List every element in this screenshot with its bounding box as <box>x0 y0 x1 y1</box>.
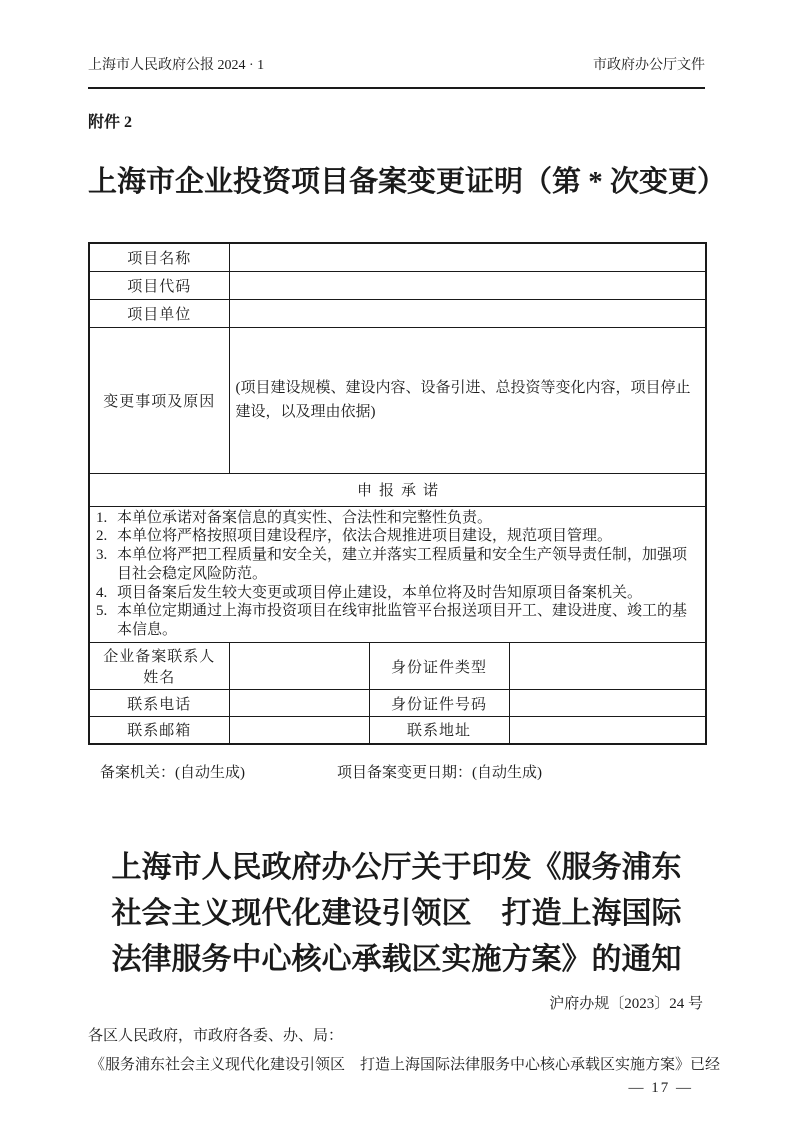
notice-title-line1: 上海市人民政府办公厅关于印发《服务浦东 <box>111 850 682 884</box>
record-change-date-text: 项目备案变更日期：(自动生成) <box>337 764 542 781</box>
project-name-label: 项目名称 <box>89 243 229 271</box>
declaration-item-number: 5. <box>96 603 108 620</box>
project-unit-value-cell <box>229 299 706 327</box>
declaration-item <box>96 546 699 584</box>
document-number: 沪府办规〔2023〕24 号 <box>549 995 703 1012</box>
declaration-item-number: 3. <box>96 547 108 564</box>
declaration-item-text: 项目备案后发生较大变更或项目停止建设，本单位将及时告知原项目备案机关。 <box>117 584 643 601</box>
record-change-form-table <box>88 242 707 745</box>
row-contact-name <box>89 643 706 690</box>
declaration-item-text: 本单位定期通过上海市投资项目在线审批监管平台报送项目开工、建设进度、竣工的基本信息。 <box>117 603 688 639</box>
id-number-label: 身份证件号码 <box>369 690 509 717</box>
attachment-label: 附件 2 <box>88 114 133 131</box>
declaration-header: 申报承诺 <box>89 473 706 506</box>
id-number-value-cell <box>509 690 706 717</box>
row-contact-email <box>89 717 706 744</box>
declaration-item <box>96 602 699 640</box>
change-reason-note-cell: (项目建设规模、建设内容、设备引进、总投资等变化内容，项目停止建设，以及理由依据) <box>229 327 706 473</box>
contact-email-label: 联系邮箱 <box>89 717 229 744</box>
form-title: 上海市企业投资项目备案变更证明（第 * 次变更） <box>88 166 727 198</box>
declaration-item-number: 1. <box>96 509 108 526</box>
notice-salutation: 各区人民政府，市政府各委、办、局： <box>88 1027 344 1044</box>
notice-title-line2: 社会主义现代化建设引领区 打造上海国际 <box>111 896 682 930</box>
notice-title-line3: 法律服务中心核心承载区实施方案》的通知 <box>111 942 682 976</box>
project-name-value-cell <box>229 243 706 271</box>
notice-title <box>88 845 705 983</box>
declaration-item-number: 4. <box>96 584 108 601</box>
declaration-item <box>96 509 699 528</box>
header-gazette-title: 上海市人民政府公报 2024 · 1 <box>88 58 265 73</box>
contact-email-value-cell <box>229 717 369 744</box>
header-doc-category: 市政府办公厅文件 <box>593 58 705 73</box>
contact-phone-label: 联系电话 <box>89 690 229 717</box>
contact-phone-value-cell <box>229 690 369 717</box>
row-project-code <box>89 271 706 299</box>
declaration-item-text: 本单位将严格按照项目建设程序，依法合规推进项目建设，规范项目管理。 <box>117 528 613 545</box>
running-header <box>88 56 705 89</box>
row-contact-phone <box>89 690 706 717</box>
declaration-item <box>96 584 699 603</box>
id-type-value-cell <box>509 643 706 690</box>
row-declaration-body <box>89 506 706 643</box>
auto-generated-line <box>88 761 705 783</box>
record-authority-text: 备案机关：(自动生成) <box>100 764 245 781</box>
contact-name-value-cell <box>229 643 369 690</box>
notice-body-line: 《服务浦东社会主义现代化建设引领区 打造上海国际法律服务中心核心承载区实施方案》已经 <box>90 1056 721 1073</box>
contact-address-label: 联系地址 <box>369 717 509 744</box>
change-reason-label: 变更事项及原因 <box>89 327 229 473</box>
declaration-item-number: 2. <box>96 528 108 545</box>
declaration-item <box>96 527 699 546</box>
contact-address-value-cell <box>509 717 706 744</box>
page-number: — 17 — <box>628 1079 693 1096</box>
row-change-reason <box>89 327 706 473</box>
declaration-item-text: 本单位承诺对备案信息的真实性、合法性和完整性负责。 <box>117 509 493 526</box>
project-code-label: 项目代码 <box>89 271 229 299</box>
row-declaration-header <box>89 473 706 506</box>
row-project-name <box>89 243 706 271</box>
project-code-value-cell <box>229 271 706 299</box>
row-project-unit <box>89 299 706 327</box>
declaration-body-cell <box>89 506 706 643</box>
contact-name-label: 企业备案联系人姓名 <box>89 643 229 690</box>
declaration-item-text: 本单位将严把工程质量和安全关，建立并落实工程质量和安全生产领导责任制，加强项目社会稳定风险防范。 <box>117 547 688 582</box>
id-type-label: 身份证件类型 <box>369 643 509 690</box>
project-unit-label: 项目单位 <box>89 299 229 327</box>
